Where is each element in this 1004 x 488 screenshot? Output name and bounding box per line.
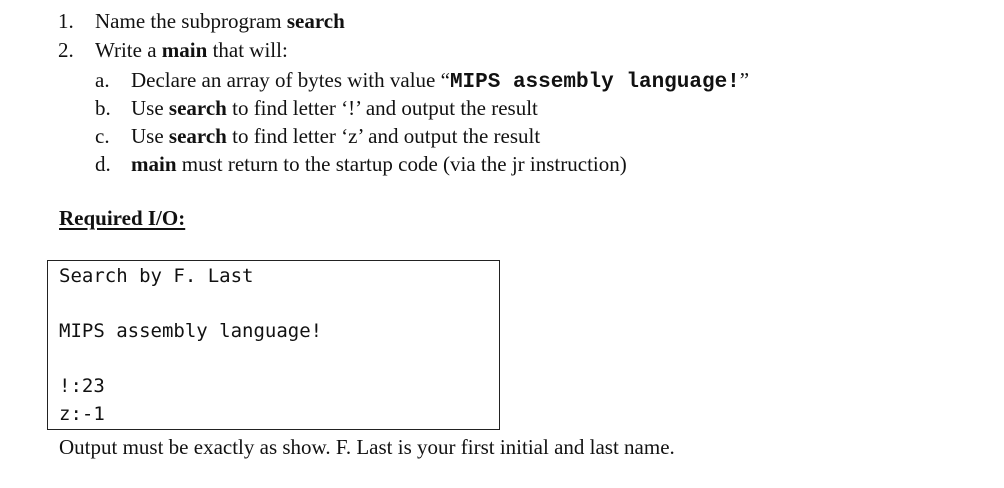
substep-d-text xyxy=(131,152,627,176)
substep-b-text xyxy=(131,96,538,120)
substep-a-text xyxy=(131,68,749,95)
substep-a-closing-quote: ” xyxy=(739,68,750,92)
substep-b-text-after: to find letter ‘!’ and output the result xyxy=(226,96,538,120)
io-line-string: MIPS assembly language! xyxy=(59,320,323,342)
step-2-main-keyword: main xyxy=(161,38,208,62)
substep-d-letter: d. xyxy=(95,152,111,176)
required-io-output-box xyxy=(47,260,500,430)
step-1-text xyxy=(95,9,345,33)
step-1-subprogram-name: search xyxy=(286,9,345,33)
substep-d-main-keyword: main xyxy=(131,152,177,176)
substep-a-label: Declare an array of bytes with value “ xyxy=(131,68,450,92)
substep-b-search-keyword: search xyxy=(168,96,227,120)
required-io-heading: Required I/O: xyxy=(59,206,186,230)
step-1-label: Name the subprogram xyxy=(95,9,287,33)
step-1-number: 1. xyxy=(58,9,74,33)
substep-c-text-before: Use xyxy=(131,124,169,148)
substep-c-letter: c. xyxy=(95,124,110,148)
io-line-z-result: z:-1 xyxy=(59,403,105,425)
io-line-exclamation-result: !:23 xyxy=(59,375,105,397)
step-2-text xyxy=(95,38,288,62)
substep-c-text-after: to find letter ‘z’ and output the result xyxy=(226,124,541,148)
step-2-number: 2. xyxy=(58,38,74,62)
substep-c-text xyxy=(131,124,540,148)
io-line-search-by: Search by F. Last xyxy=(59,265,254,287)
substep-a-letter: a. xyxy=(95,68,110,92)
substep-b-text-before: Use xyxy=(131,96,169,120)
step-2-text-after: that will: xyxy=(207,38,288,62)
step-2-text-before: Write a xyxy=(95,38,162,62)
substep-a-code-value: MIPS assembly language! xyxy=(449,71,740,94)
substep-d-text-after: must return to the startup code (via the jr instruction) xyxy=(176,152,627,176)
substep-c-search-keyword: search xyxy=(168,124,227,148)
substep-b-letter: b. xyxy=(95,96,111,120)
output-note: Output must be exactly as show. F. Last is your first initial and last name. xyxy=(59,435,675,459)
